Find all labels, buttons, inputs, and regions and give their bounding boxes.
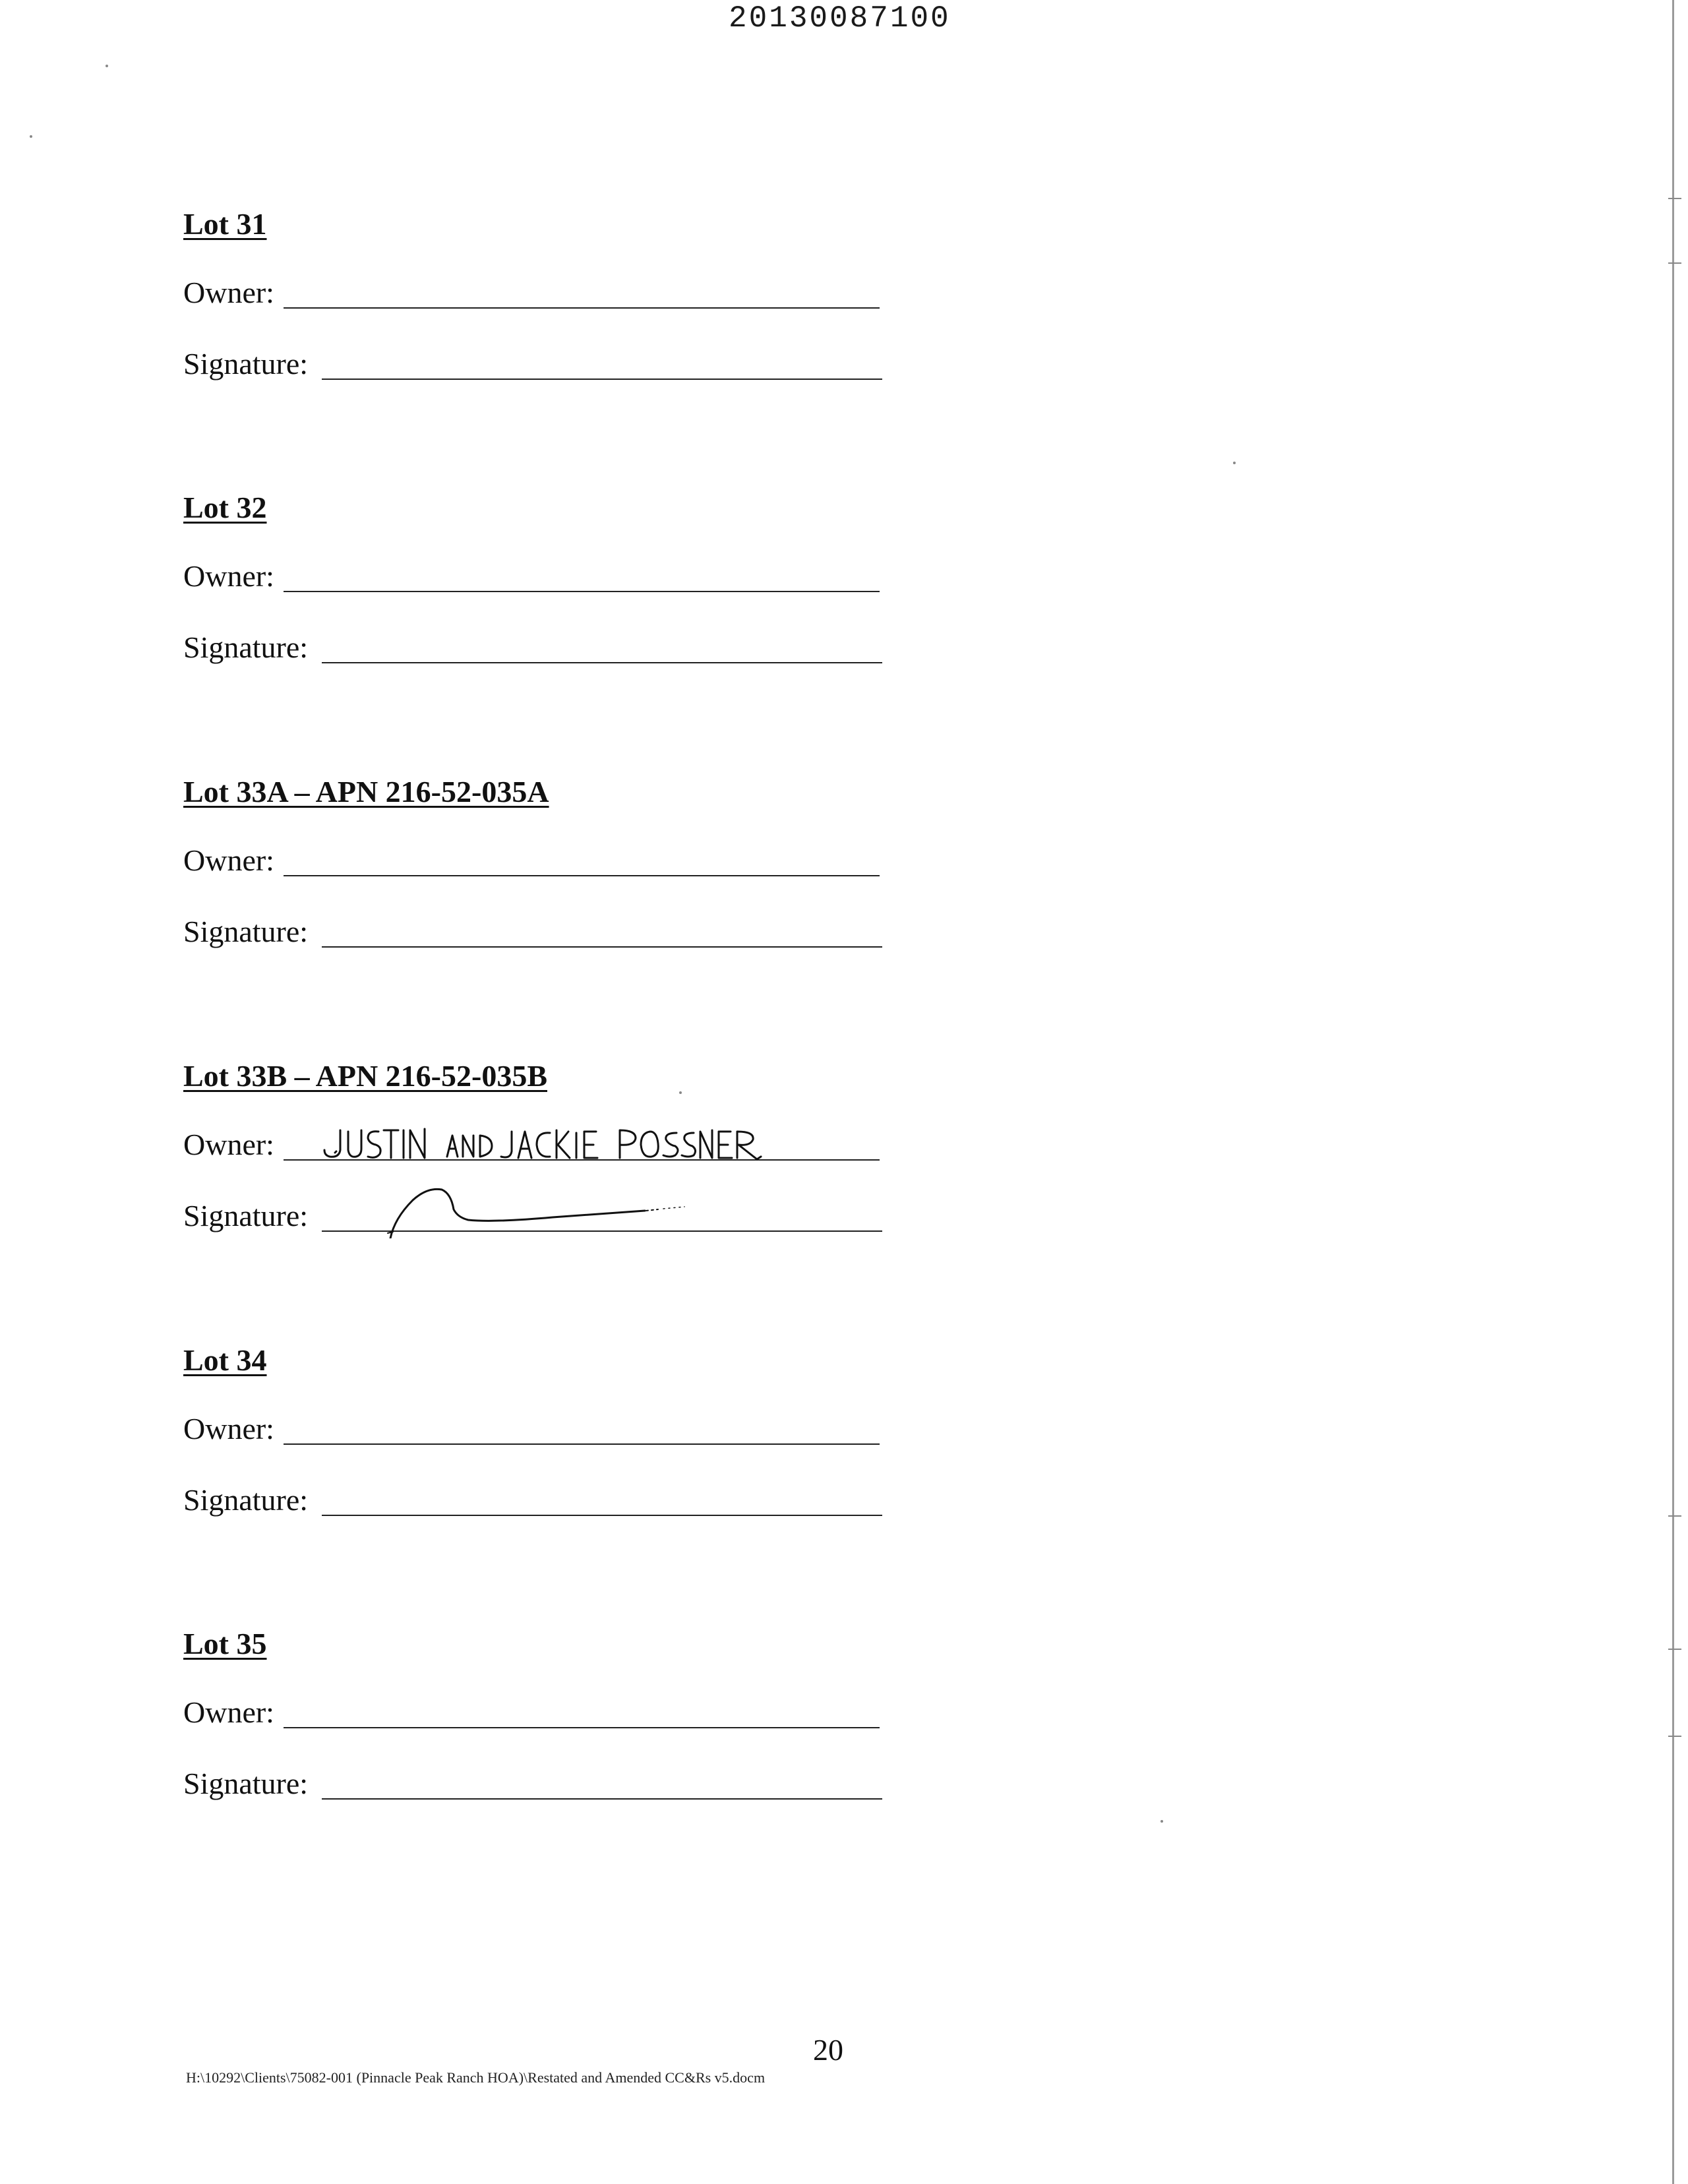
lot-block bbox=[183, 774, 909, 992]
scan-tick bbox=[1668, 1515, 1681, 1517]
lot-title: Lot 33A – APN 216-52-035A bbox=[183, 775, 549, 808]
owner-line bbox=[284, 307, 880, 309]
signature-field[interactable] bbox=[183, 1760, 909, 1806]
owner-line bbox=[284, 591, 880, 592]
page-number: 20 bbox=[813, 2033, 843, 2067]
lot-block bbox=[183, 490, 909, 708]
lot-block bbox=[183, 1058, 909, 1276]
owner-label: Owner: bbox=[183, 559, 274, 593]
signature-label: Signature: bbox=[183, 915, 309, 948]
signature-label: Signature: bbox=[183, 347, 309, 380]
signature-field[interactable] bbox=[183, 1476, 909, 1523]
lot-title: Lot 32 bbox=[183, 491, 267, 524]
footer-file-path: H:\10292\Clients\75082-001 (Pinnacle Peak Ranch HOA)\Restated and Amended CC&Rs v5.docm bbox=[186, 2069, 766, 2086]
signature-line bbox=[322, 946, 882, 948]
lot-title: Lot 33B – APN 216-52-035B bbox=[183, 1059, 547, 1093]
owner-label: Owner: bbox=[183, 1695, 274, 1729]
signature-label: Signature: bbox=[183, 1199, 309, 1232]
scan-tick bbox=[1668, 262, 1681, 264]
scan-speck bbox=[1233, 462, 1236, 464]
owner-field[interactable] bbox=[183, 1405, 909, 1451]
signature-field[interactable] bbox=[183, 340, 909, 386]
scan-speck bbox=[1160, 1820, 1163, 1823]
owner-label: Owner: bbox=[183, 843, 274, 877]
scan-tick bbox=[1668, 198, 1681, 199]
owner-field[interactable] bbox=[183, 269, 909, 315]
scan-tick bbox=[1668, 1736, 1681, 1737]
lot-block bbox=[183, 206, 909, 424]
signature-field[interactable] bbox=[183, 908, 909, 954]
lot-title: Lot 35 bbox=[183, 1627, 267, 1660]
lot-block bbox=[183, 1626, 909, 1844]
page-edge-border bbox=[1672, 0, 1674, 2184]
owner-label: Owner: bbox=[183, 1128, 274, 1161]
handwritten-signature bbox=[183, 1146, 909, 1238]
lot-title: Lot 31 bbox=[183, 207, 267, 241]
signature-label: Signature: bbox=[183, 630, 309, 664]
owner-field[interactable] bbox=[183, 553, 909, 599]
signature-label: Signature: bbox=[183, 1483, 309, 1517]
signature-field[interactable] bbox=[183, 624, 909, 670]
owner-label: Owner: bbox=[183, 276, 274, 309]
signature-label: Signature: bbox=[183, 1767, 309, 1800]
owner-line bbox=[284, 1443, 880, 1445]
scan-tick bbox=[1668, 1649, 1681, 1650]
signature-line bbox=[322, 379, 882, 380]
owner-line bbox=[284, 875, 880, 876]
signature-line bbox=[322, 1798, 882, 1800]
owner-field[interactable] bbox=[183, 837, 909, 883]
owner-label: Owner: bbox=[183, 1412, 274, 1445]
lot-block bbox=[183, 1343, 909, 1560]
scan-speck bbox=[106, 65, 108, 67]
scan-speck bbox=[30, 135, 32, 138]
signature-field[interactable] bbox=[183, 1192, 909, 1238]
signature-line bbox=[322, 1515, 882, 1516]
recording-number: 20130087100 bbox=[729, 1, 951, 36]
lot-title: Lot 34 bbox=[183, 1343, 267, 1377]
owner-field[interactable] bbox=[183, 1689, 909, 1735]
owner-line bbox=[284, 1727, 880, 1728]
signature-line bbox=[322, 662, 882, 663]
